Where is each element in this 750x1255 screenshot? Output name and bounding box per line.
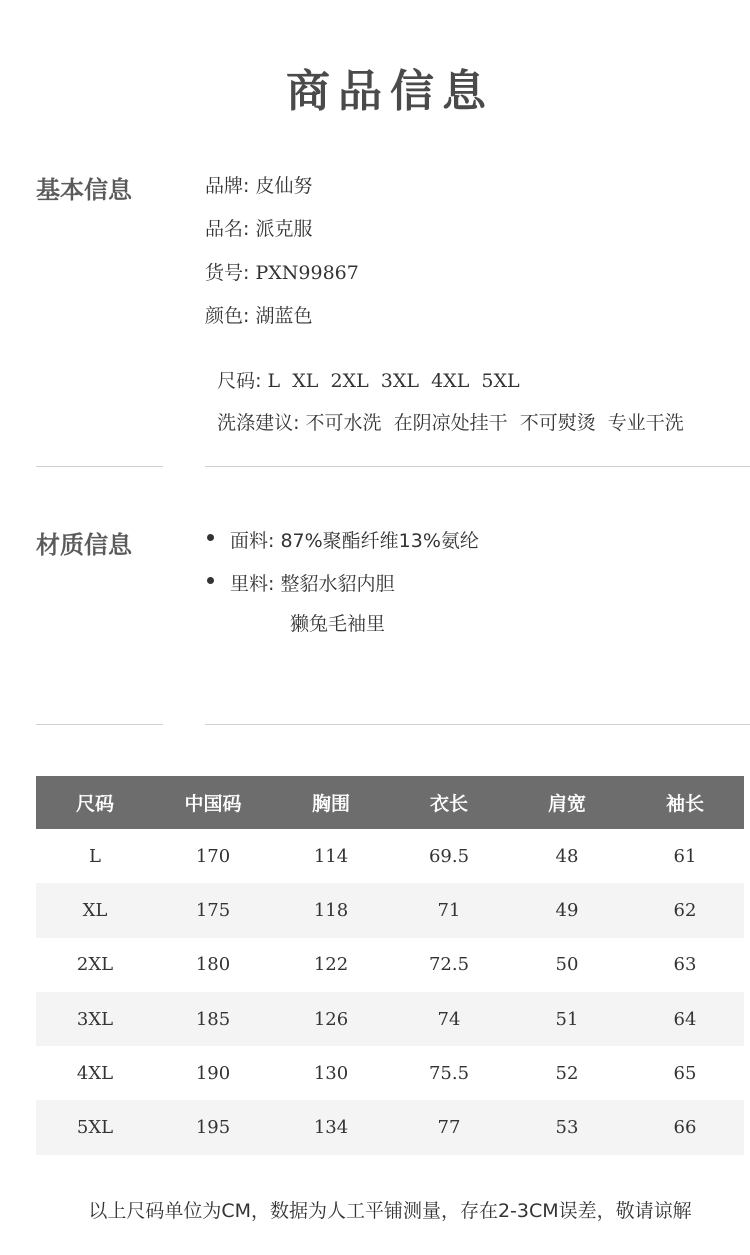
table-cell: 62 [626,883,744,937]
washing-value: 不可水洗 在阴凉处挂干 不可熨烫 专业干洗 [305,412,684,434]
table-cell: 48 [555,845,579,867]
header-cell: 胸围 [272,776,390,829]
bullet-icon [207,577,214,584]
lining-line-2: 獭兔毛袖里 [290,613,386,635]
color-value: 湖蓝色 [255,305,313,327]
table-cell: 118 [272,883,390,937]
table-row [36,829,744,883]
washing-line [205,386,684,435]
table-cell: 52 [555,1062,579,1084]
table-cell: 51 [508,992,626,1046]
brand-line [205,171,312,198]
table-cell: 49 [508,883,626,937]
lining-line: 里料: 整貂水貂内胆 [230,573,395,595]
table-cell: 72.5 [428,954,470,976]
table-cell: 2XL [76,954,114,976]
header-cell: 衣长 [390,776,508,829]
material-info-label: 材质信息 [36,531,132,559]
table-cell: 175 [154,883,272,937]
table-cell: 122 [313,954,349,976]
header-cell: 中国码 [154,776,272,829]
color-key: 颜色: [205,305,256,327]
table-cell: 53 [508,1100,626,1154]
size-table [36,776,744,1155]
table-row [36,883,744,937]
header-cell: 尺码 [36,776,154,829]
table-cell: XL [36,883,154,937]
divider [36,466,163,467]
table-cell: 180 [195,954,231,976]
table-cell: 63 [673,954,697,976]
brand-key: 品牌: [205,175,256,197]
table-cell: 185 [154,992,272,1046]
color-line [205,301,312,328]
item-number-value: PXN99867 [255,262,359,284]
table-cell: 5XL [36,1100,154,1154]
basic-info-label: 基本信息 [36,176,132,204]
header-cell: 袖长 [626,776,744,829]
item-number-line [205,258,359,285]
table-cell: 130 [313,1062,349,1084]
table-cell: 195 [154,1100,272,1154]
table-cell: L [89,845,101,867]
table-cell: 74 [390,992,508,1046]
sizes-key: 尺码: [217,370,268,392]
product-name-value: 派克服 [255,218,313,240]
table-cell: 65 [673,1062,697,1084]
size-table-header [36,776,744,829]
table-cell: 4XL [76,1062,114,1084]
table-cell: 170 [195,845,231,867]
table-cell: 190 [195,1062,231,1084]
table-row [36,1100,744,1154]
product-name-line [205,214,312,241]
bullet-icon [207,534,214,541]
fabric-line: 面料: 87%聚酯纤维13%氨纶 [230,530,479,552]
table-row [36,992,744,1046]
table-cell: 50 [555,954,579,976]
table-cell: 71 [390,883,508,937]
table-cell: 75.5 [428,1062,470,1084]
table-row [36,938,744,992]
table-cell: 126 [272,992,390,1046]
table-cell: 77 [390,1100,508,1154]
table-cell: 66 [626,1100,744,1154]
page-title: 商品信息 [286,66,494,117]
table-row [36,1046,744,1100]
table-cell: 134 [272,1100,390,1154]
sizes-value: L XL 2XL 3XL 4XL 5XL [267,370,520,392]
product-name-key: 品名: [205,218,256,240]
brand-value: 皮仙努 [255,175,313,197]
table-cell: 69.5 [428,845,470,867]
header-cell: 肩宽 [508,776,626,829]
divider [205,466,750,467]
table-cell: 64 [626,992,744,1046]
divider [36,724,163,725]
size-note: 以上尺码单位为CM，数据为人工平铺测量，存在2-3CM误差，敬请谅解 [88,1200,692,1222]
table-cell: 3XL [36,992,154,1046]
washing-key: 洗涤建议: [217,412,306,434]
item-number-key: 货号: [205,262,256,284]
divider [205,724,750,725]
table-cell: 61 [673,845,697,867]
table-cell: 114 [313,845,349,867]
